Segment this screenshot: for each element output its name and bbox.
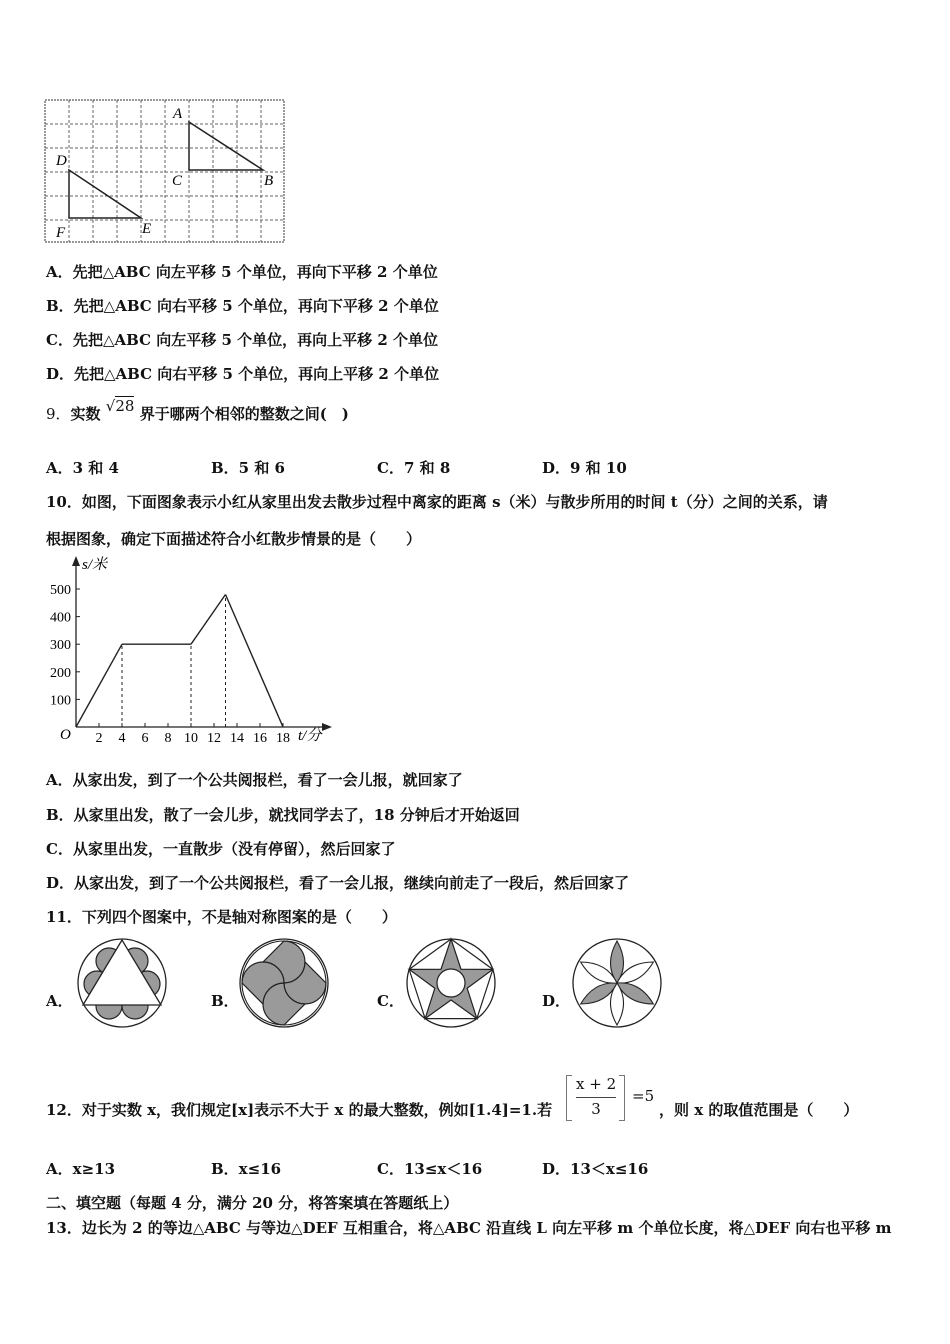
y-tick-label: 100	[50, 693, 71, 709]
x-tick-label: 8	[164, 731, 172, 746]
q12-text-after: ，则 x 的取值范围是（ ）	[659, 1101, 859, 1119]
label-b: B	[264, 173, 274, 189]
floor-bracket-right	[619, 1075, 625, 1121]
q10-option-b: B．从家里出发，散了一会儿步，就找同学去了，18 分钟后才开始返回	[46, 806, 520, 824]
origin-label: O	[60, 727, 71, 743]
x-tick-label: 16	[253, 731, 267, 746]
x-tick-label: 14	[230, 731, 244, 746]
q12-floor-fraction	[566, 1073, 628, 1123]
q9-radicand: 28	[115, 397, 135, 415]
label-c: C	[172, 173, 183, 189]
q13-text: 13．边长为 2 的等边△ABC 与等边△DEF 互相重合，将△ABC 沿直线 L 向左平移 m 个单位长度，将△DEF 向右也平移 m	[46, 1219, 892, 1237]
series-segment	[191, 595, 226, 645]
q9-text-before: 实数	[70, 405, 101, 423]
q12-option-c: C．13≤x＜16	[377, 1160, 483, 1178]
q10-option-d: D．从家出发，到了一个公共阅报栏，看了一会儿报，继续向前走了一段后，然后回家了	[46, 874, 630, 892]
q8-option-d: D．先把△ABC 向右平移 5 个单位，再向上平移 2 个单位	[46, 365, 440, 383]
q9-text-after: 界于哪两个相邻的整数之间( )	[139, 405, 349, 423]
label-a: A	[173, 106, 183, 122]
q12-option-b: B．x≤16	[211, 1160, 282, 1178]
label-f: F	[56, 225, 66, 241]
q11-label-c: C．	[377, 992, 404, 1010]
x-axis-label: t/分	[298, 728, 322, 744]
q9-option-c: C．7 和 8	[377, 459, 451, 477]
q8-grid-figure	[44, 99, 289, 244]
q9-option-b: B．5 和 6	[211, 459, 285, 477]
q12-option-d: D．13＜x≤16	[542, 1160, 649, 1178]
triangle-def	[69, 170, 141, 218]
y-axis-label: s/米	[82, 557, 108, 573]
y-tick-label: 200	[50, 665, 71, 681]
q12-equals: =5	[632, 1087, 655, 1105]
q11-pattern-d	[568, 937, 666, 1029]
q8-option-c: C．先把△ABC 向左平移 5 个单位，再向上平移 2 个单位	[46, 331, 438, 349]
x-tick-label: 12	[207, 731, 221, 746]
q11-question: 11．下列四个图案中，不是轴对称图案的是（ ）	[46, 908, 397, 926]
x-tick-label: 4	[118, 731, 126, 746]
q10-distance-time-chart	[40, 552, 335, 752]
x-tick-label: 2	[95, 731, 103, 746]
q11-pattern-a	[73, 937, 171, 1029]
series-segment	[226, 595, 284, 727]
x-tick-label: 18	[276, 731, 290, 746]
section2-title: 二、填空题（每题 4 分，满分 20 分，将答案填在答题纸上）	[46, 1194, 459, 1212]
q11-pattern-c	[402, 937, 500, 1029]
q9-option-d: D．9 和 10	[542, 459, 627, 477]
q12-text-before: 12．对于实数 x，我们规定[x]表示不大于 x 的最大整数，例如[1.4]=1.若	[46, 1101, 553, 1119]
floor-bracket-left	[566, 1075, 572, 1121]
q10-option-a: A．从家出发，到了一个公共阅报栏，看了一会儿报，就回家了	[46, 771, 463, 789]
triangle-abc	[189, 122, 263, 170]
q11-pattern-b	[235, 937, 333, 1029]
q9-number: 9．	[46, 405, 71, 423]
q9-sqrt: √28	[105, 397, 135, 415]
q9-question	[46, 397, 349, 424]
q11-label-d: D．	[542, 992, 571, 1010]
x-tick-label: 6	[141, 731, 149, 746]
x-tick-label: 10	[184, 731, 198, 746]
q10-option-c: C．从家里出发，一直散步（没有停留），然后回家了	[46, 840, 396, 858]
series-segment	[76, 644, 122, 727]
y-tick-label: 500	[50, 583, 71, 598]
q10-text-line2: 根据图象，确定下面描述符合小红散步情景的是（ ）	[46, 530, 422, 548]
q11-label-a: A．	[46, 992, 73, 1010]
q10-text-line1: 10．如图，下面图象表示小红从家里出发去散步过程中离家的距离 s（米）与散步所用的时间 t（分）之间的关系，请	[46, 493, 828, 511]
label-d: D	[56, 153, 67, 169]
fraction-numerator: x + 2	[576, 1075, 617, 1093]
y-tick-label: 300	[50, 638, 71, 654]
fraction-denominator: 3	[591, 1100, 601, 1118]
q8-option-a: A．先把△ABC 向左平移 5 个单位，再向下平移 2 个单位	[46, 263, 438, 281]
y-tick-label: 400	[50, 610, 71, 626]
q11-label-b: B．	[211, 992, 239, 1010]
label-e: E	[142, 221, 152, 237]
fraction-bar	[576, 1097, 616, 1098]
q12-option-a: A．x≥13	[46, 1160, 116, 1178]
q9-option-a: A．3 和 4	[46, 459, 119, 477]
q8-option-b: B．先把△ABC 向右平移 5 个单位，再向下平移 2 个单位	[46, 297, 439, 315]
